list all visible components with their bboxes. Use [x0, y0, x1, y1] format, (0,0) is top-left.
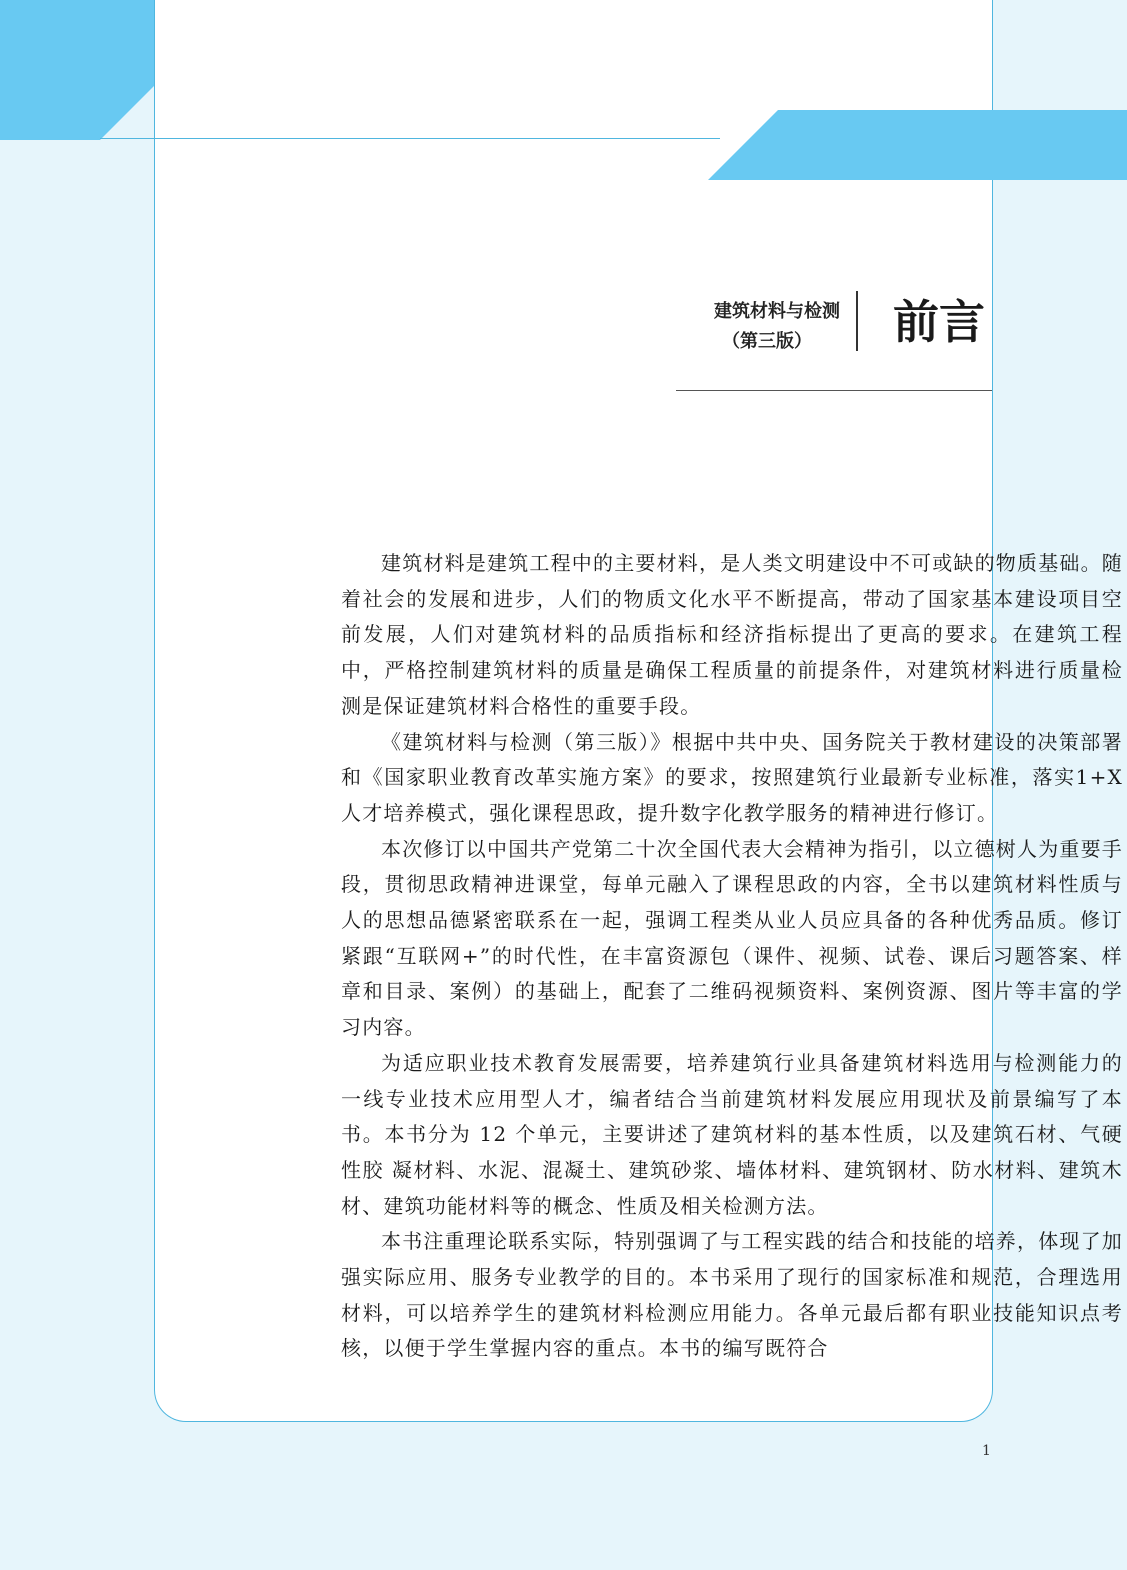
- title-underline: [676, 390, 992, 391]
- preface-paragraph: 《建筑材料与检测（第三版）》根据中共中央、国务院关于教材建设的决策部署和《国家职业教育改革实施方案》的要求，按照建筑行业最新专业标准，落实1+X人才培养模式，强化课程思政，提升数字化教学服务的精神进行修订。: [341, 729, 1123, 825]
- chapter-title: 前言: [893, 295, 985, 349]
- book-title: 建筑材料与检测: [714, 301, 840, 322]
- preface-paragraph: 本次修订以中国共产党第二十次全国代表大会精神为指引，以立德树人为重要手段，贯彻思政精神进课堂，每单元融入了课程思政的内容，全书以建筑材料性质与人的思想品德紧密联系在一起，强调工程类从业人员应具备的各种优秀品质。修订紧跟“互联网+”的时代性，在丰富资源包（课件、视频、试卷、课后习题答案、样章和目录、案例）的基础上，配套了二维码视频资料、案例资源、图片等丰富的学习内容。: [341, 836, 1123, 1040]
- preface-body: [341, 546, 1123, 1367]
- corner-decoration-right: [708, 110, 1127, 180]
- book-title-block: [640, 297, 840, 357]
- top-divider: [100, 138, 720, 139]
- page-panel: [154, 0, 1123, 1422]
- title-separator: [856, 291, 858, 351]
- preface-paragraph: 为适应职业技术教育发展需要，培养建筑行业具备建筑材料选用与检测能力的 一线专业技术应用型人才，编者结合当前建筑材料发展应用现状及前景编写了本书。本书分为 12 个单元，主要讲述了建筑材料的基本性质，以及建筑石材、气硬性胶 凝材料、水泥、混凝土、建筑砂浆、墙体材料、建筑钢材、防水材料、建筑木材、建筑功能材料等的概念、性质及相关检测方法。: [341, 1050, 1123, 1218]
- preface-paragraph: 建筑材料是建筑工程中的主要材料，是人类文明建设中不可或缺的物质基础。随着社会的发展和进步，人们的物质文化水平不断提高，带动了国家基本建设项目空前发展，人们对建筑材料的品质指标和经济指标提出了更高的要求。在建筑工程中，严格控制建筑材料的质量是确保工程质量的前提条件，对建筑材料进行质量检测是保证建筑材料合格性的重要手段。: [341, 551, 1123, 718]
- book-edition: （第三版）: [722, 331, 812, 352]
- page-number: 1: [982, 1443, 991, 1459]
- preface-paragraph: 本书注重理论联系实际，特别强调了与工程实践的结合和技能的培养，体现了加强实际应用、服务专业教学的目的。本书采用了现行的国家标准和规范，合理选用材料，可以培养学生的建筑材料检测应用能力。各单元最后都有职业技能知识点考核，以便于学生掌握内容的重点。本书的编写既符合: [341, 1229, 1123, 1361]
